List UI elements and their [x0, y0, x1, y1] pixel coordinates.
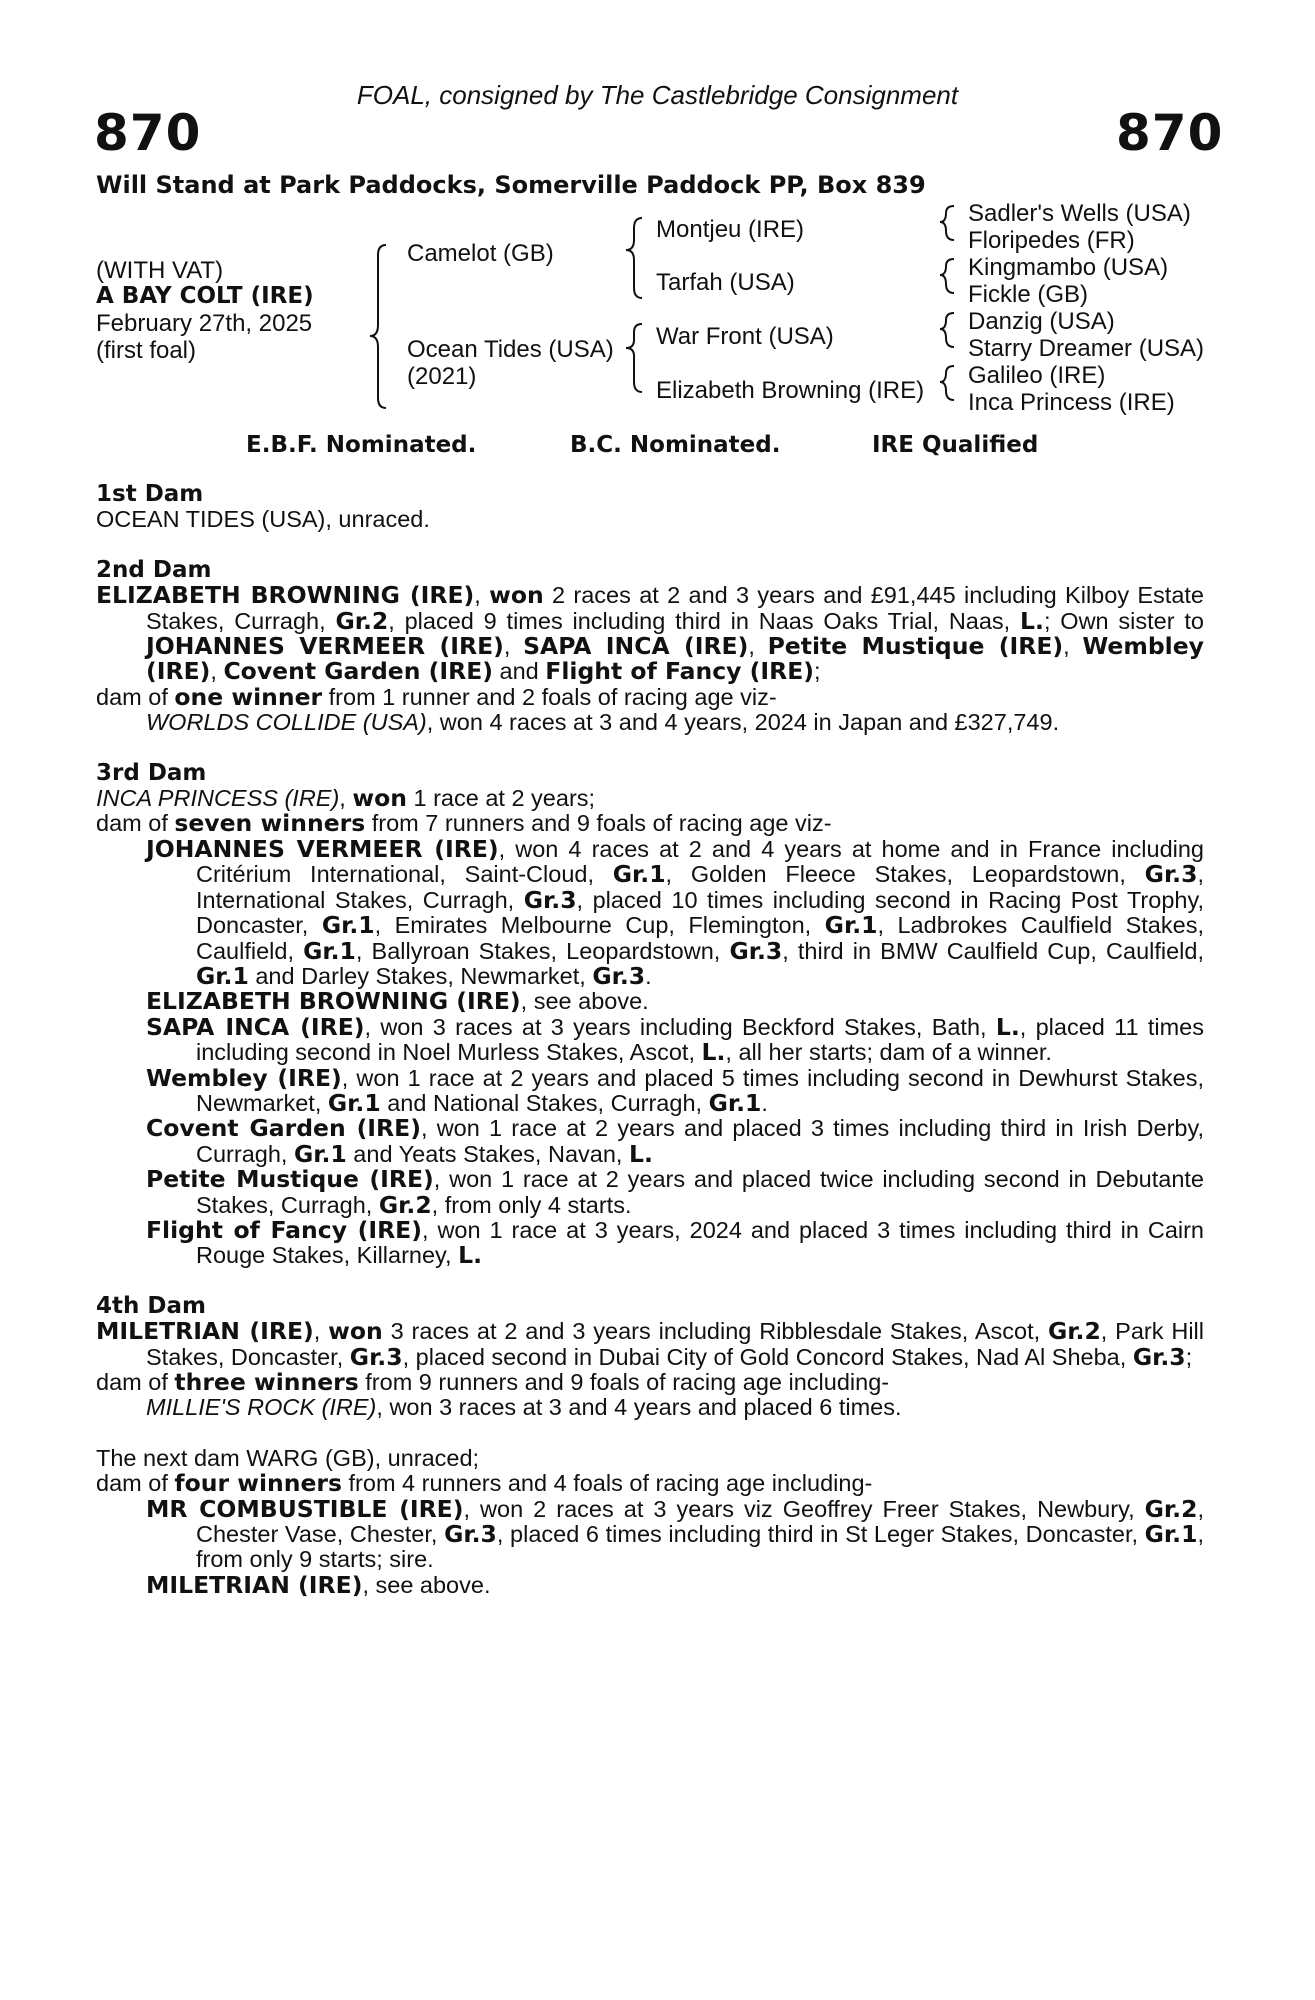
dd-dam: Inca Princess (IRE) [968, 389, 1175, 416]
ds-sire: Danzig (USA) [968, 308, 1115, 335]
ss-sire: Sadler's Wells (USA) [968, 200, 1191, 227]
bc-nominated: B.C. Nominated. [570, 432, 781, 458]
ss-dam: Floripedes (FR) [968, 227, 1135, 254]
dam-dam: Elizabeth Browning (IRE) [656, 377, 925, 404]
consignment-line: FOAL, consigned by The Castlebridge Consignment [356, 80, 959, 110]
first-dam-heading: 1st Dam [96, 481, 204, 507]
horse-name: A BAY COLT (IRE) [96, 283, 314, 309]
bracket-dam [626, 324, 642, 392]
produce-petite-mustique: Petite Mustique (IRE), won 1 race at 2 years and placed twice including second in Debutante Stakes, Curragh, Gr.2, from only 4 starts. [146, 1165, 1204, 1219]
third-dam-heading: 3rd Dam [96, 759, 207, 786]
sire: Camelot (GB) [407, 240, 554, 267]
bracket-ds [940, 313, 954, 347]
dam-year: (2021) [407, 363, 477, 390]
produce-elizabeth-browning: ELIZABETH BROWNING (IRE), see above. [146, 987, 649, 1016]
produce-sapa-inca: SAPA INCA (IRE), won 3 races at 3 years including Beckford Stakes, Bath, L., placed 11 times including second in Noel Murless Stakes, Ascot, L., all her starts; dam of a winner. [146, 1012, 1205, 1067]
fourth-dam-heading: 4th Dam [96, 1292, 206, 1319]
ire-qualified: IRE Qualified [872, 432, 1039, 458]
stand-location: Will Stand at Park Paddocks, Somerville Paddock PP, Box 839 [96, 171, 926, 199]
fourth-dam-produce: MILLIE'S ROCK (IRE), won 3 races at 3 and 4 years and placed 6 times. [146, 1394, 902, 1421]
produce-mr-combustible: MR COMBUSTIBLE (IRE), won 2 races at 3 years viz Geoffrey Freer Stakes, Newbury, Gr.2, Chester Vase, Chester, Gr.3, placed 6 times including third in St Leger Stakes, Doncaster, Gr.1, from only 9 starts; sire. [146, 1494, 1204, 1573]
produce-wembley: Wembley (IRE), won 1 race at 2 years and placed 5 times including second in Dewhurst Stakes, Newmarket, Gr.1 and National Stakes, Curragh, Gr.1. [146, 1063, 1205, 1117]
bracket-sire [626, 218, 642, 298]
fourth-dam-dam-of: dam of three winners from 9 runners and 9 foals of racing age including- [96, 1368, 890, 1396]
sire-dam: Tarfah (USA) [656, 269, 795, 296]
foaling-date: February 27th, 2025 [96, 310, 313, 337]
third-dam-record: INCA PRINCESS (IRE), won 1 race at 2 years; [96, 784, 596, 813]
produce-miletrian: MILETRIAN (IRE), see above. [146, 1570, 491, 1599]
dam: Ocean Tides (USA) [407, 336, 614, 363]
dam-sire: War Front (USA) [656, 323, 834, 350]
sire-sire: Montjeu (IRE) [656, 216, 805, 243]
ebf-nominated: E.B.F. Nominated. [246, 432, 477, 458]
next-dam-intro: The next dam WARG (GB), unraced; [96, 1444, 480, 1471]
second-dam-record: ELIZABETH BROWNING (IRE), won 2 races at 2 and 3 years and £91,445 including Kilboy Estate Stakes, Curragh, Gr.2, placed 9 times including third in Naas Oaks Trial, Naas, L.; Own sister to JOHANNES VERMEER (IRE), SAPA INCA (IRE), Petite Mustique (IRE), Wembley (IRE), Covent Garden (IRE) and Flight of Fancy (IRE); [96, 581, 1205, 686]
sd-dam: Fickle (GB) [968, 281, 1088, 308]
bracket-dd [940, 366, 954, 400]
fourth-dam-record: MILETRIAN (IRE), won 3 races at 2 and 3 years including Ribblesdale Stakes, Ascot, Gr.2, Park Hill Stakes, Doncaster, Gr.3, placed second in Dubai City of Gold Concord Stakes, Nad Al Sheba, Gr.3; [96, 1317, 1205, 1371]
next-dam-dam-of: dam of four winners from 4 runners and 4 foals of racing age including- [96, 1469, 873, 1498]
produce-flight-of-fancy: Flight of Fancy (IRE), won 1 race at 3 years, 2024 and placed 3 times including third in Cairn Rouge Stakes, Killarney, L. [146, 1215, 1204, 1270]
produce-johannes-vermeer: JOHANNES VERMEER (IRE), won 4 races at 2 and 4 years at home and in France including Critérium International, Saint-Cloud, Gr.1, Golden Fleece Stakes, Leopardstown, Gr.3, International Stakes, Curragh, Gr.3, placed 10 times including second in Racing Post Trophy, Doncaster, Gr.1, Emirates Melbourne Cup, Flemington, Gr.1, Ladbrokes Caulfield Stakes, Caulfield, Gr.1, Ballyroan Stakes, Leopardstown, Gr.3, third in BMW Caulfield Cup, Caulfield, Gr.1 and Darley Stakes, Newmarket, Gr.3. [146, 834, 1205, 990]
bracket-main [370, 245, 386, 408]
lot-number-left: 870 [94, 104, 202, 162]
bracket-ss [940, 206, 954, 240]
second-dam-heading: 2nd Dam [96, 556, 212, 583]
second-dam-produce: WORLDS COLLIDE (USA), won 4 races at 3 and 4 years, 2024 in Japan and £327,749. [146, 709, 1060, 736]
lot-number-right: 870 [1116, 104, 1224, 162]
second-dam-dam-of: dam of one winner from 1 runner and 2 foals of racing age viz- [96, 682, 777, 711]
produce-covent-garden: Covent Garden (IRE), won 1 race at 2 years and placed 3 times including third in Irish Derby, Curragh, Gr.1 and Yeats Stakes, Navan, L. [146, 1114, 1204, 1168]
foal-note: (first foal) [96, 337, 197, 364]
sd-sire: Kingmambo (USA) [968, 254, 1169, 281]
produce-record [96, 482, 1204, 1598]
vat-note: (WITH VAT) [96, 257, 224, 284]
first-dam-text: OCEAN TIDES (USA), unraced. [96, 506, 430, 533]
third-dam-dam-of: dam of seven winners from 7 runners and 9 foals of racing age viz- [96, 809, 832, 838]
ds-dam: Starry Dreamer (USA) [968, 335, 1205, 362]
dd-sire: Galileo (IRE) [968, 362, 1106, 389]
bracket-sd [940, 259, 954, 293]
